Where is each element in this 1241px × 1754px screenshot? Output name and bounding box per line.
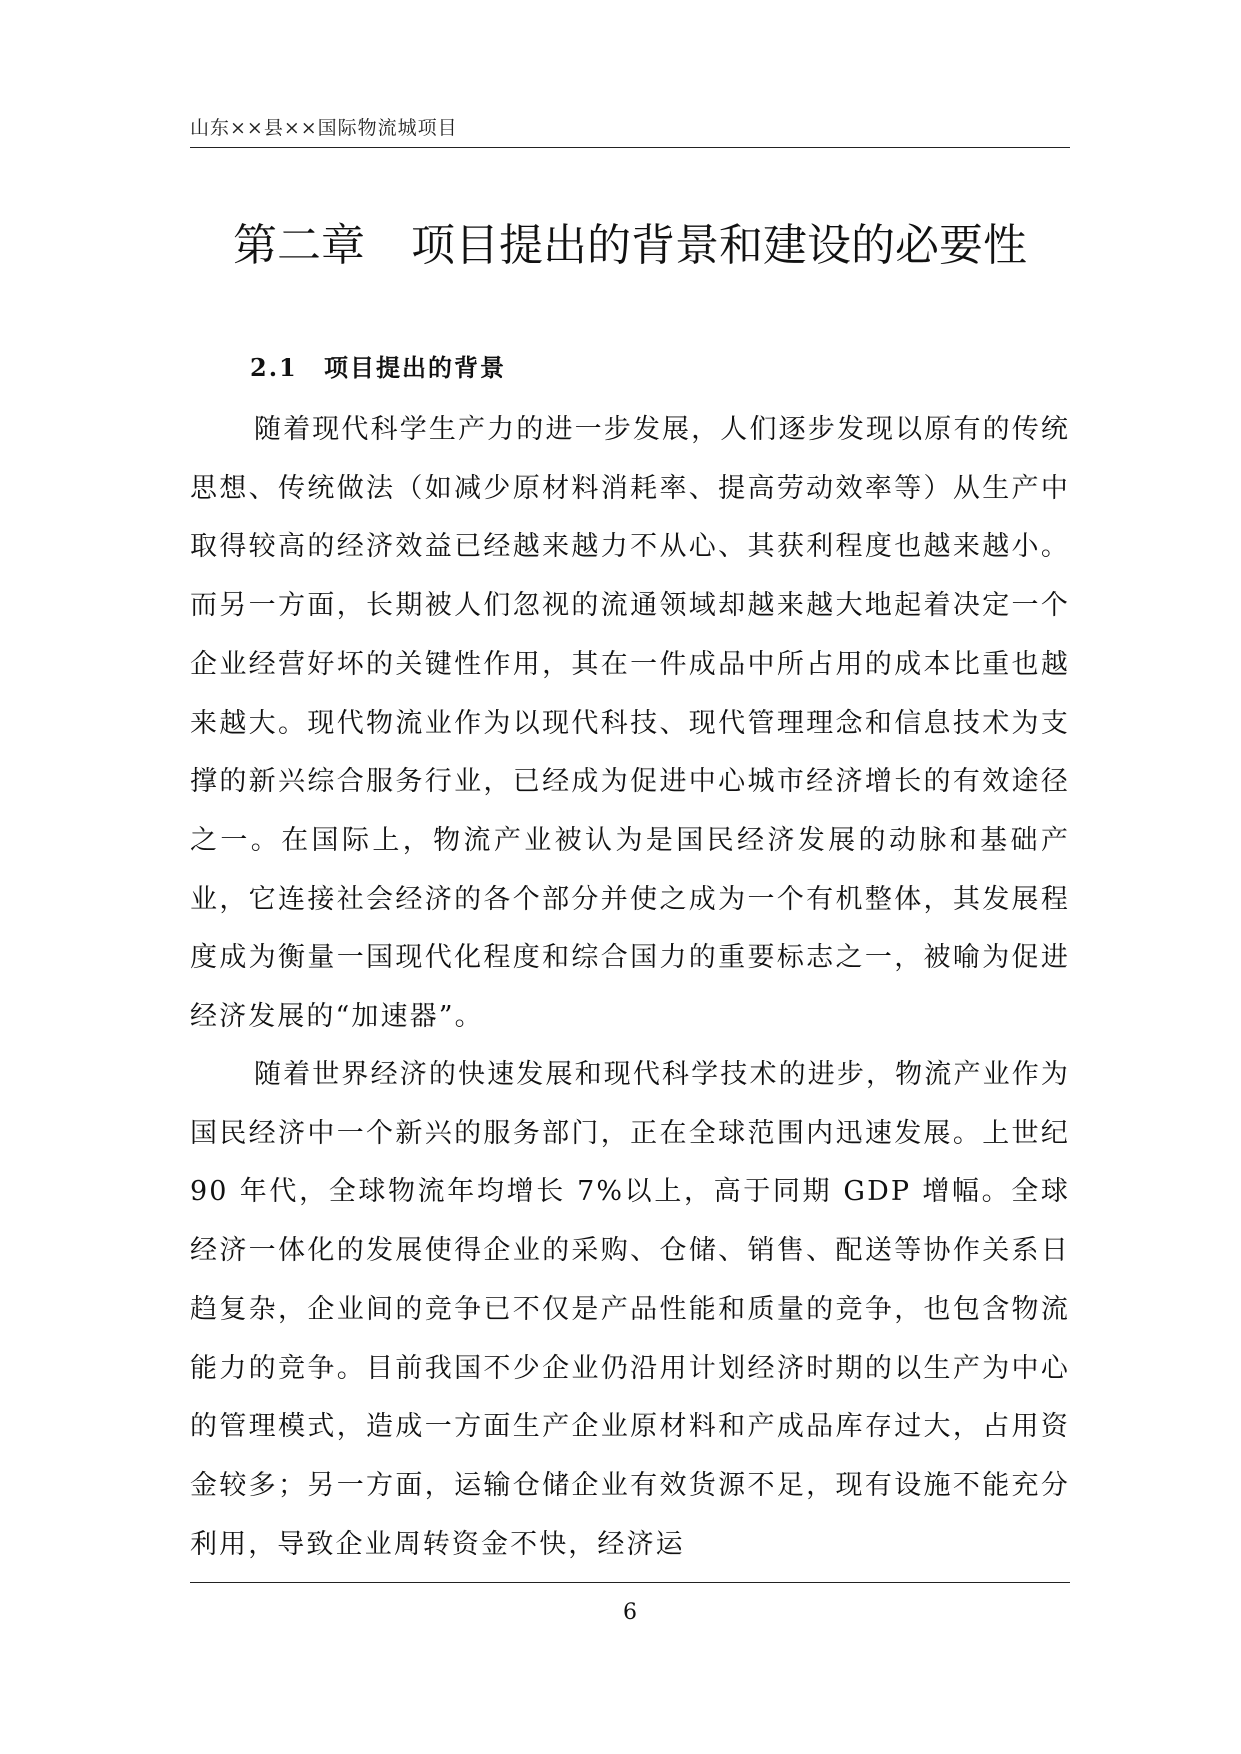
- section-number: 2.1: [250, 353, 298, 382]
- running-header: 山东××县××国际物流城项目: [190, 117, 458, 139]
- page-number: 6: [623, 1600, 637, 1625]
- section-title: 项目提出的背景: [324, 353, 506, 382]
- chapter-title: [190, 216, 1070, 276]
- footer-divider: [190, 1582, 1070, 1583]
- body-paragraph-1: 随着现代科学生产力的进一步发展，人们逐步发现以原有的传统思想、传统做法（如减少原材料消耗率、提高劳动效率等）从生产中取得较高的经济效益已经越来越力不从心、其获利程度也越来越小。而另一方面，长期被人们忽视的流通领域却越来越大地起着决定一个企业经营好坏的关键性作用，其在一件成品中所占用的成本比重也越来越大。现代物流业作为以现代科技、现代管理理念和信息技术为支撑的新兴综合服务行业，已经成为促进中心城市经济增长的有效途径之一。在国际上，物流产业被认为是国民经济发展的动脉和基础产业，它连接社会经济的各个部分并使之成为一个有机整体，其发展程度成为衡量一国现代化程度和综合国力的重要标志之一，被喻为促进经济发展的“加速器”。: [190, 414, 1070, 1033]
- chapter-number: 第二章: [233, 220, 365, 271]
- section-heading: [250, 350, 506, 386]
- body-paragraph-2: 随着世界经济的快速发展和现代科学技术的进步，物流产业作为国民经济中一个新兴的服务部门，正在全球范围内迅速发展。上世纪 90 年代，全球物流年均增长 7%以上，高于同期 GDP 增幅。全球经济一体化的发展使得企业的采购、仓储、销售、配送等协作关系日趋复杂，企业间的竞争已不仅是产品性能和质量的竞争，也包含物流能力的竞争。目前我国不少企业仍沿用计划经济时期的以生产为中心的管理模式，造成一方面生产企业原材料和产成品库存过大，占用资金较多；另一方面，运输仓储企业有效货源不足，现有设施不能充分利用，导致企业周转资金不快，经济运: [190, 1059, 1070, 1560]
- header-divider: [190, 147, 1070, 148]
- chapter-title-text: 项目提出的背景和建设的必要性: [411, 220, 1027, 271]
